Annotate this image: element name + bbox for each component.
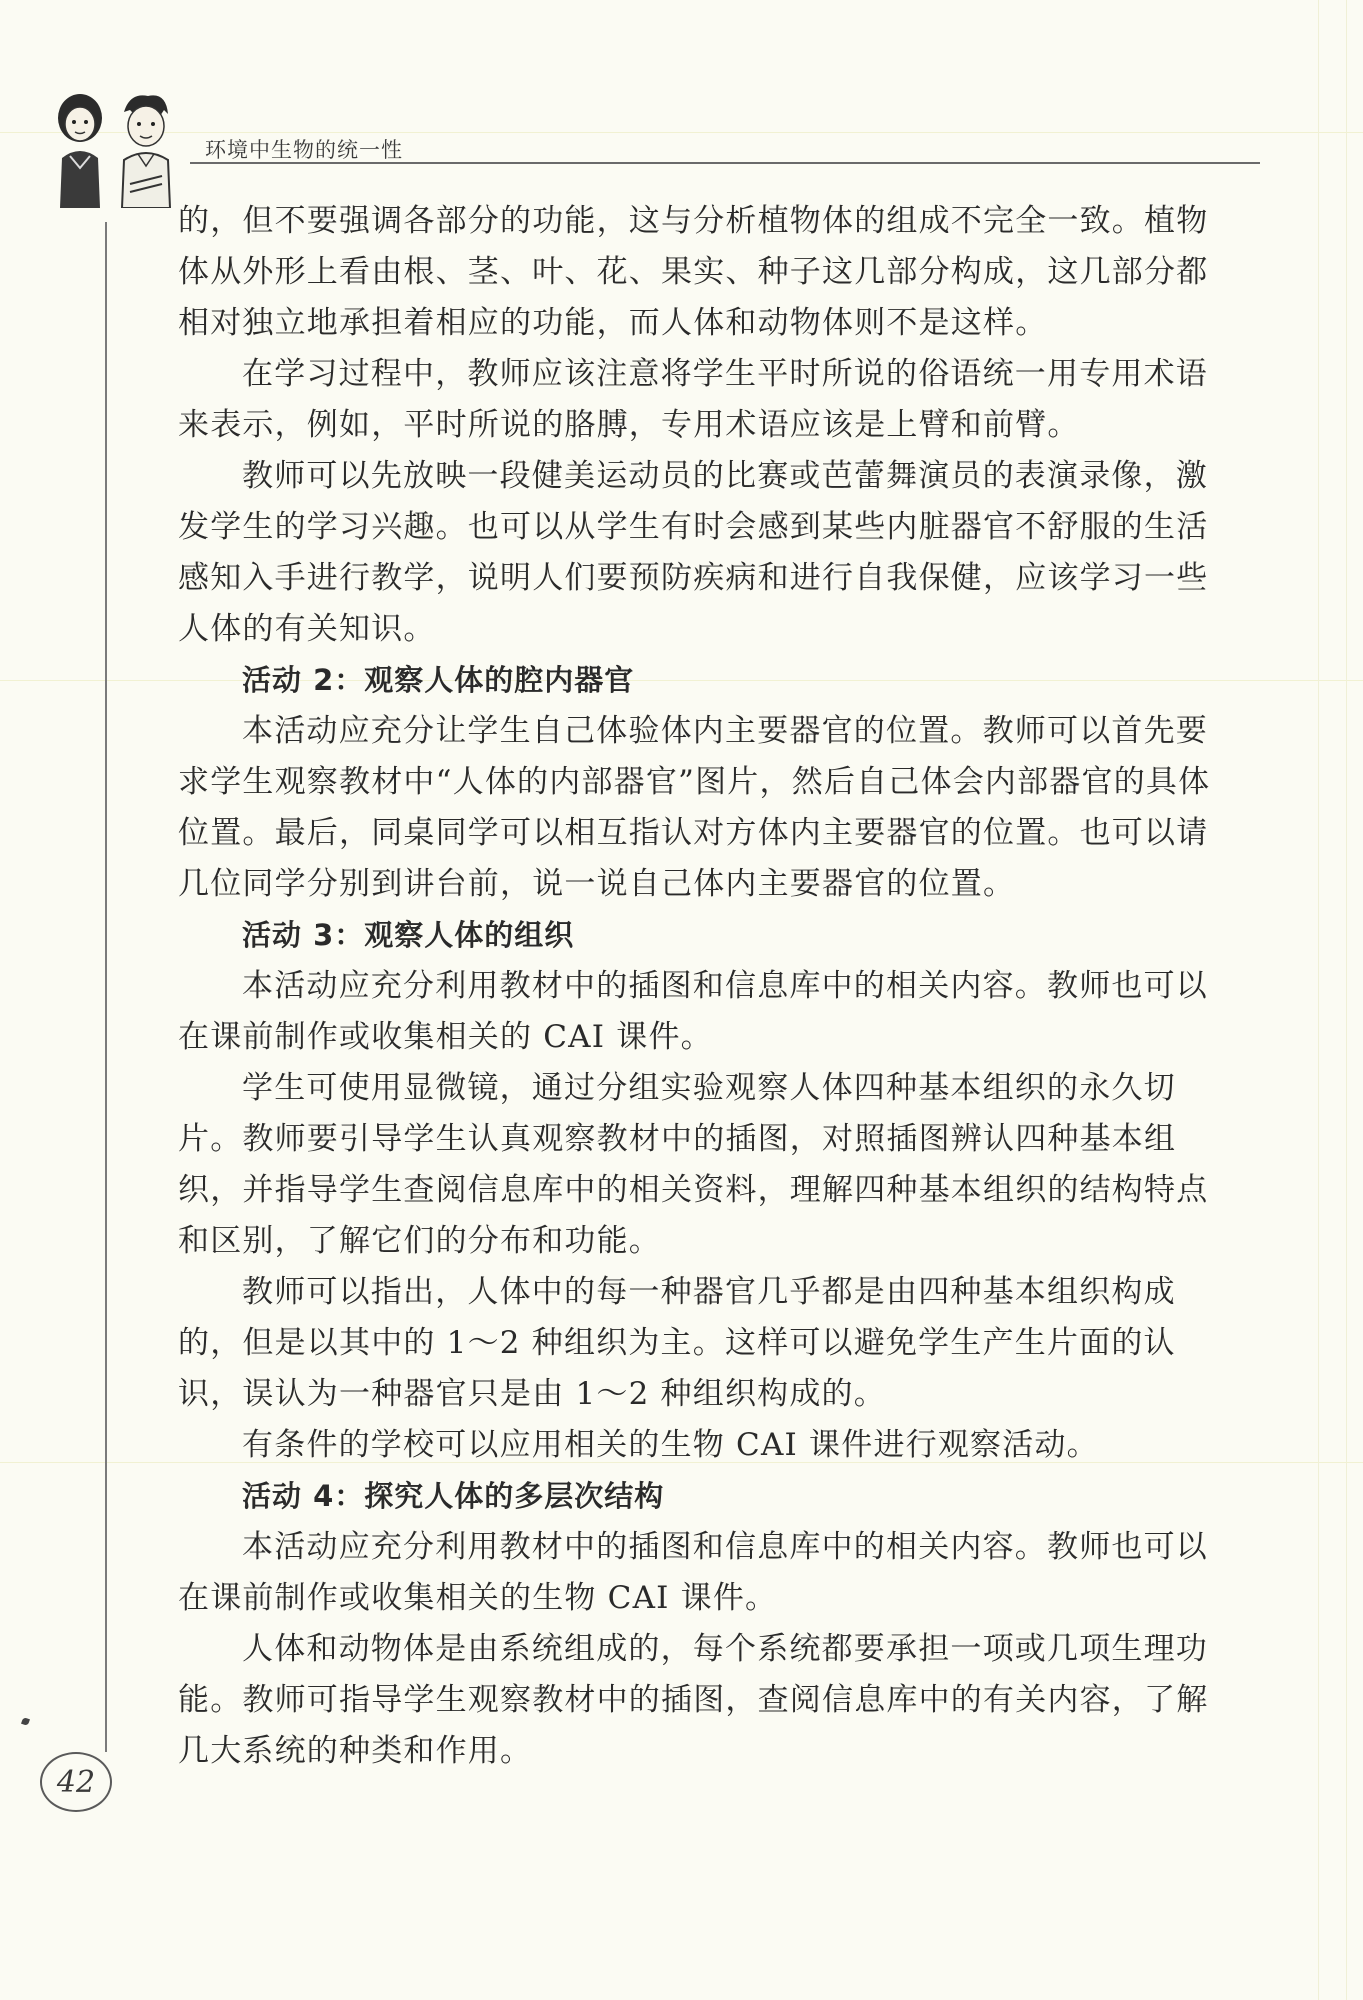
paragraph: 有条件的学校可以应用相关的生物 CAI 课件进行观察活动。: [242, 1427, 1099, 1463]
paragraph: 本活动应充分利用教材中的插图和信息库中的相关内容。教师也可以在课前制作或收集相关的生物 CAI 课件。: [178, 1529, 1208, 1616]
page-header: [40, 88, 1230, 208]
scan-line: [1318, 0, 1319, 2000]
section-heading: 活动 2：观察人体的腔内器官: [242, 663, 635, 697]
scan-line: [1346, 0, 1347, 2000]
page-number: 42: [40, 1752, 112, 1812]
section-heading: 活动 3：观察人体的组织: [242, 918, 575, 952]
paragraph: 教师可以先放映一段健美运动员的比赛或芭蕾舞演员的表演录像，激发学生的学习兴趣。也可以从学生有时会感到某些内脏器官不舒服的生活感知入手进行教学，说明人们要预防疾病和进行自我保健，应该学习一些人体的有关知识。: [178, 458, 1209, 647]
body-text: [178, 196, 1228, 1777]
paragraph: 在学习过程中，教师应该注意将学生平时所说的俗语统一用专用术语来表示，例如，平时所说的胳膊，专用术语应该是上臂和前臂。: [178, 356, 1208, 443]
paragraph: 教师可以指出，人体中的每一种器官几乎都是由四种基本组织构成的，但是以其中的 1～2 种组织为主。这样可以避免学生产生片面的认识，误认为一种器官只是由 1～2 种组织构成的。: [178, 1274, 1176, 1412]
header-rule: [190, 162, 1260, 164]
running-header-title: 环境中生物的统一性: [205, 138, 403, 162]
mascot-students-icon: [40, 88, 190, 208]
paragraph: 本活动应充分让学生自己体验体内主要器官的位置。教师可以首先要求学生观察教材中“人体的内部器官”图片，然后自己体会内部器官的具体位置。最后，同桌同学可以相互指认对方体内主要器官的位置。也可以请几位同学分别到讲台前，说一说自己体内主要器官的位置。: [178, 713, 1211, 902]
section-heading: 活动 4：探究人体的多层次结构: [242, 1479, 665, 1513]
ink-dot: [21, 1717, 30, 1726]
paragraph: 人体和动物体是由系统组成的，每个系统都要承担一项或几项生理功能。教师可指导学生观察教材中的插图，查阅信息库中的有关内容，了解几大系统的种类和作用。: [178, 1631, 1209, 1769]
paragraph: 学生可使用显微镜，通过分组实验观察人体四种基本组织的永久切片。教师要引导学生认真观察教材中的插图，对照插图辨认四种基本组织，并指导学生查阅信息库中的相关资料，理解四种基本组织的结构特点和区别，了解它们的分布和功能。: [178, 1070, 1209, 1259]
paragraph: 本活动应充分利用教材中的插图和信息库中的相关内容。教师也可以在课前制作或收集相关的 CAI 课件。: [178, 968, 1208, 1055]
paragraph-continuation: 的，但不要强调各部分的功能，这与分析植物体的组成不完全一致。植物体从外形上看由根、茎、叶、花、果实、种子这几部分构成，这几部分都相对独立地承担着相应的功能，而人体和动物体则不是这样。: [178, 203, 1209, 341]
margin-line: [105, 222, 107, 1752]
